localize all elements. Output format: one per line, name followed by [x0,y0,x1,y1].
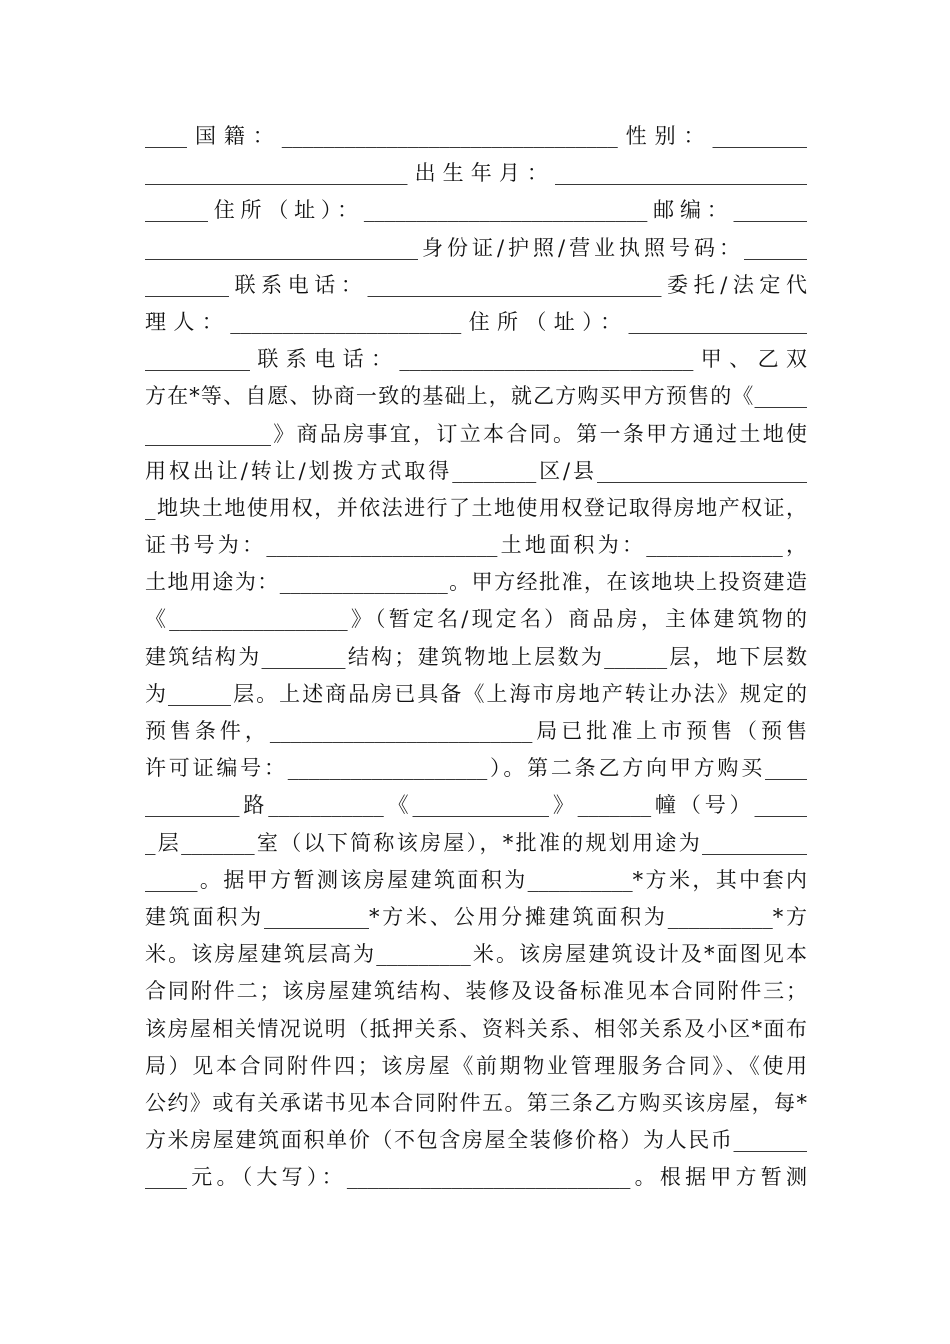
text-line: ____________》商品房事宜，订立本合同。第一条甲方通过土地使 [145,421,807,446]
contract-body [145,118,807,1196]
text-line: 用权出让/转让/划拨方式取得________区/县____________________ [145,458,807,483]
text-line: ____元。（大写）：___________________________。根据甲方暂测 [145,1165,807,1190]
text-line: _________路___________《_____________》_______幢（号）_____ [145,793,807,818]
text-line: 理人：______________________住所（址）：_________________ [145,309,807,334]
text-line: 预售条件，_________________________局已批准上市预售（预售 [145,719,807,743]
text-line: 《_________________》（暂定名/现定名）商品房，主体建筑物的 [145,607,807,632]
text-line: __________联系电话：____________________________甲、乙双 [145,347,807,372]
text-line: _层_______室（以下简称该房屋），*批准的规划用途为__________ [145,830,807,855]
text-line: 许可证编号：___________________）。第二条乙方向甲方购买____ [145,756,807,781]
text-line: 土地用途为：________________。甲方经批准，在该地块上投资建造 [145,570,807,595]
text-line: 合同附件二；该房屋建筑结构、装修及设备标准见本合同附件三； [145,979,807,1004]
text-line: 米。该房屋建筑层高为_________米。该房屋建筑设计及*面图见本 [145,942,807,967]
text-line: 为______层。上述商品房已具备《上海市房地产转让办法》规定的 [145,681,807,706]
text-line: 建筑面积为__________*方米、公用分摊建筑面积为__________*方 [145,904,807,929]
text-line: 该房屋相关情况说明（抵押关系、资料关系、相邻关系及小区*面布 [145,1016,807,1041]
text-line: ________联系电话：____________________________委托/法定代 [145,272,807,297]
text-line: _________________________出生年月：________________________ [145,161,807,186]
text-line: 方在*等、自愿、协商一致的基础上，就乙方购买甲方预售的《_____ [145,384,807,409]
text-line: ______住所（址）：___________________________邮编：_______ [145,198,807,223]
text-line: 建筑结构为________结构；建筑物地上层数为______层，地下层数 [145,644,807,669]
text-line: _地块土地使用权，并依法进行了土地使用权登记取得房地产权证， [145,495,807,520]
text-line: _____。据甲方暂测该房屋建筑面积为__________*方米，其中套内 [145,867,807,892]
text-line: 方米房屋建筑面积单价（不包含房屋全装修价格）为人民币_______ [145,1128,807,1153]
text-line: 局）见本合同附件四；该房屋《前期物业管理服务合同》、《使用 [145,1053,807,1078]
text-line: 公约》或有关承诺书见本合同附件五。第三条乙方购买该房屋，每* [145,1090,807,1115]
text-line: __________________________身份证/护照/营业执照号码：______ [145,235,807,260]
text-line: 证书号为：______________________土地面积为：_____________， [145,533,807,558]
text-line: ____国籍：________________________________性别：_________ [145,124,807,148]
